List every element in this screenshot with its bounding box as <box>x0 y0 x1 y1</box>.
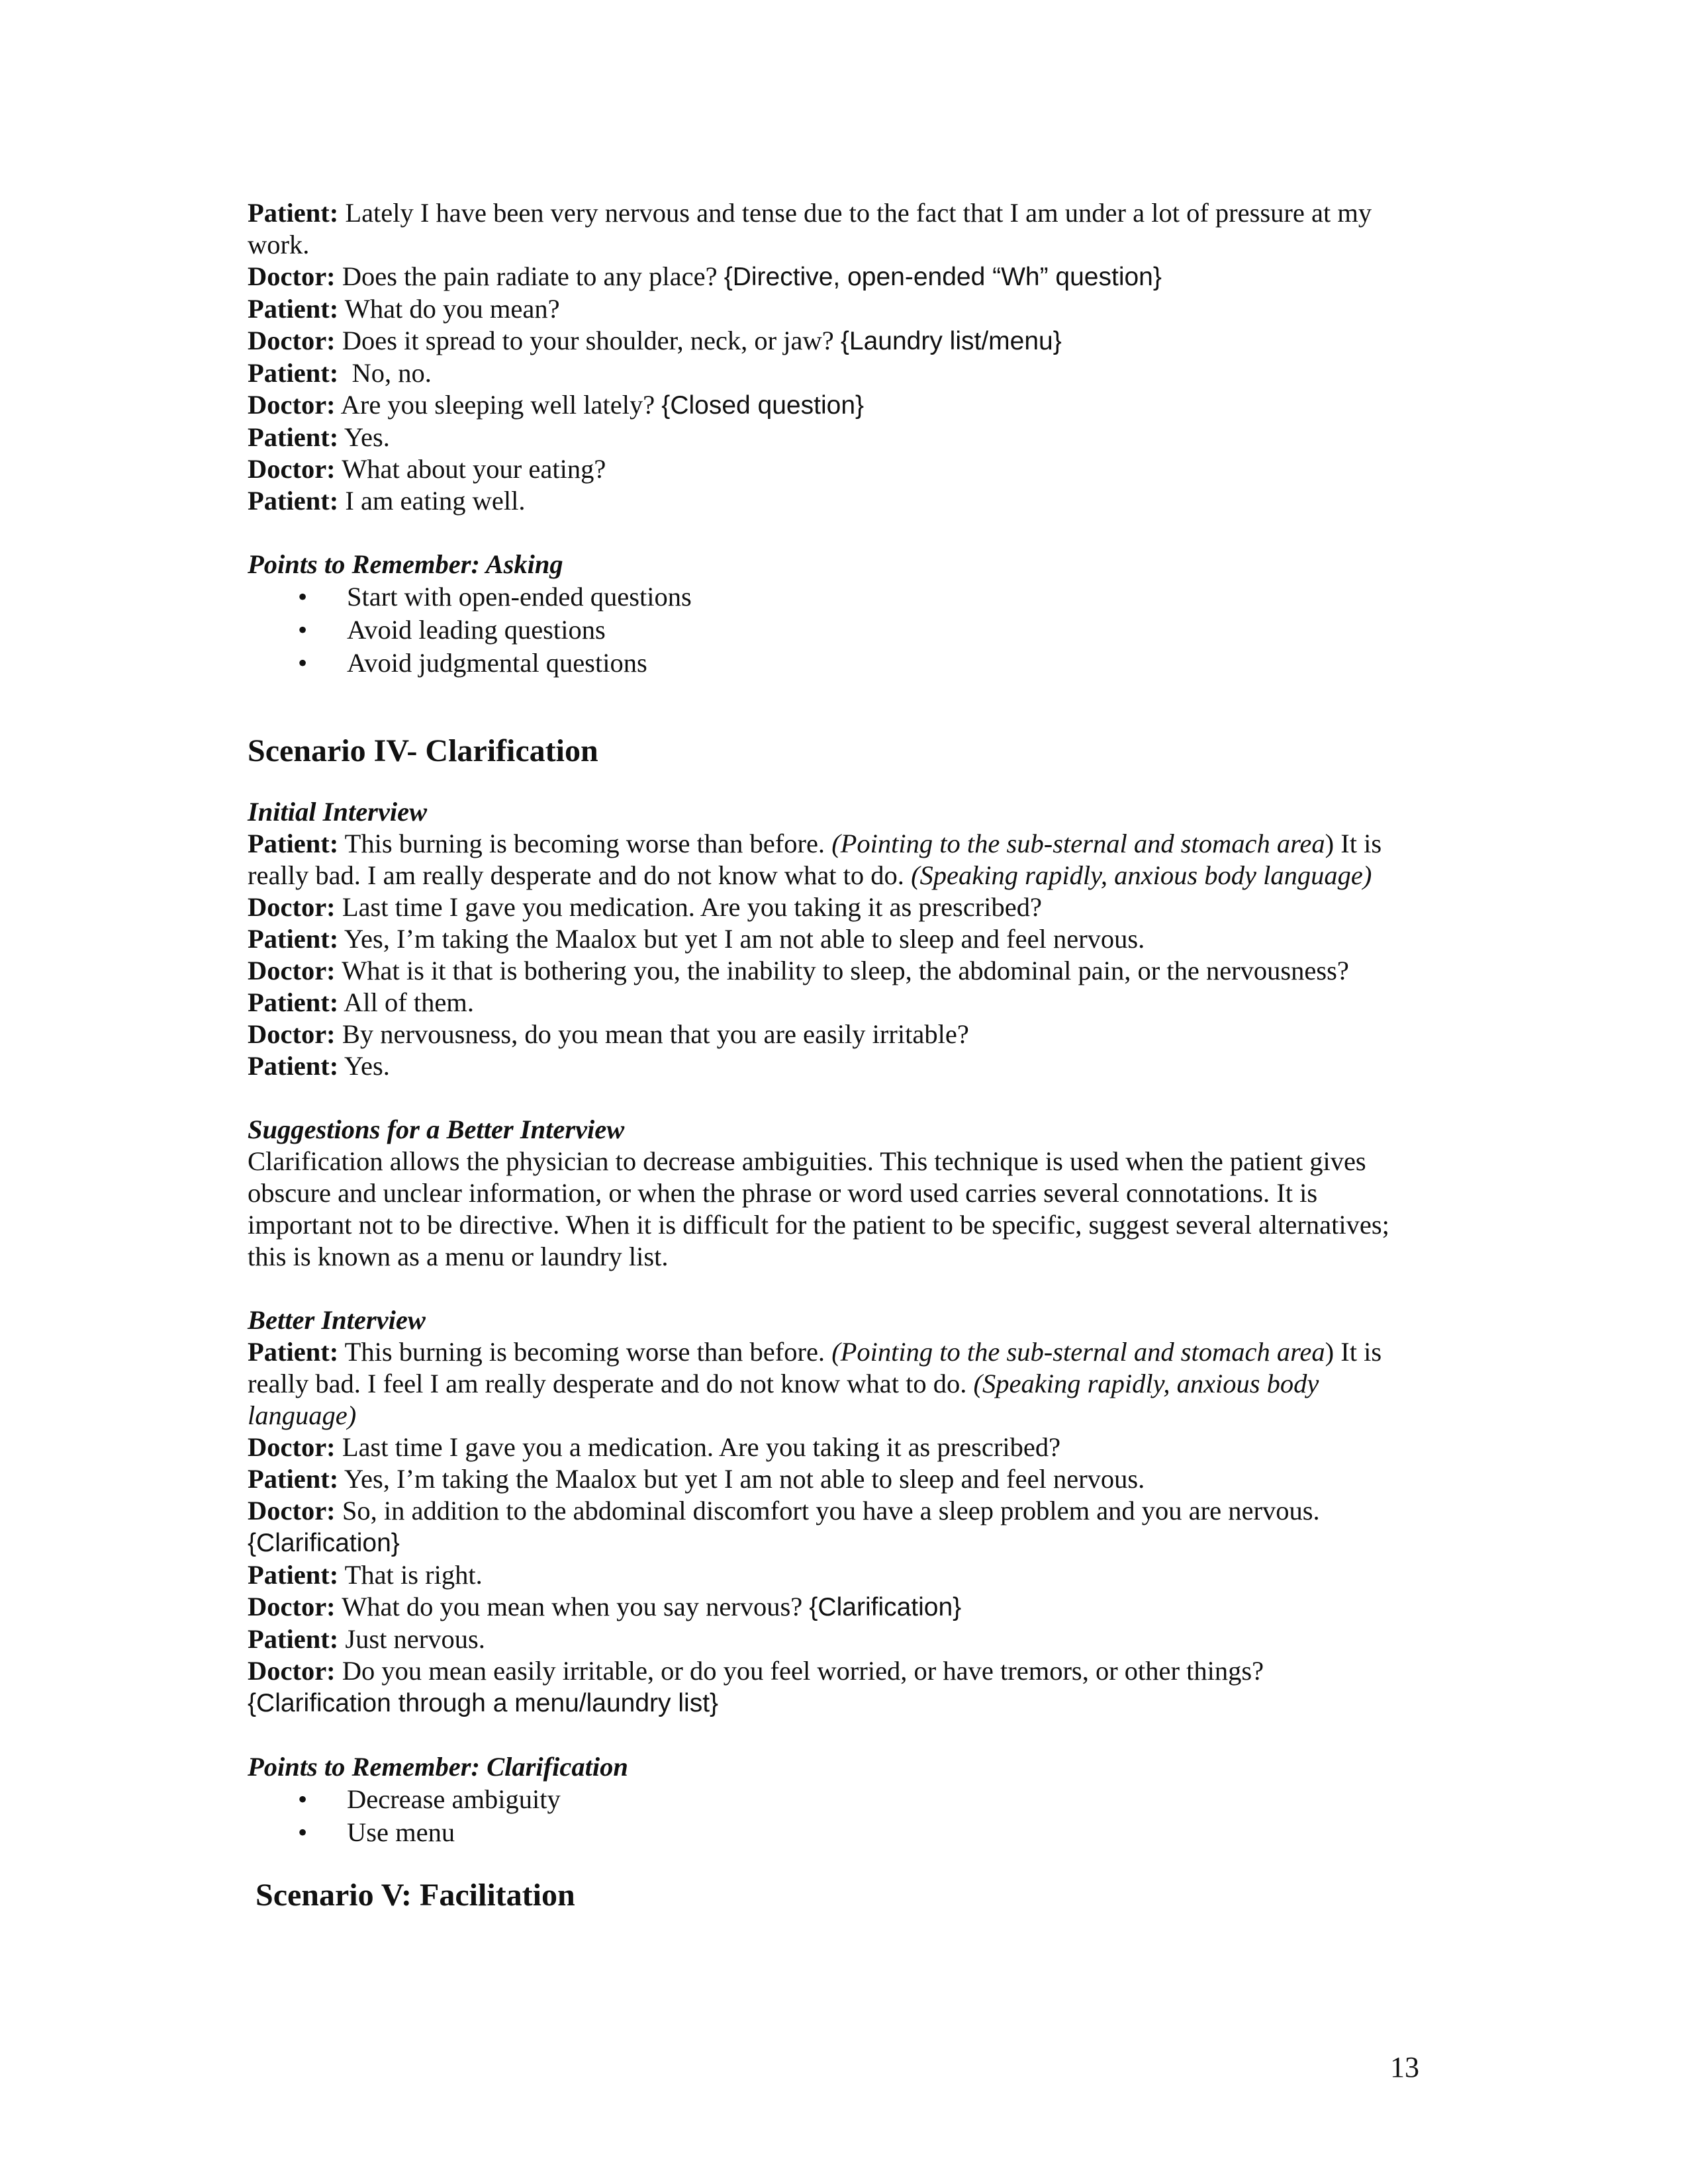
speaker-label: Patient: <box>248 294 339 324</box>
dialogue-line <box>248 325 1439 357</box>
initial-interview-dialogue <box>248 828 1439 1082</box>
utterance-text: Last time I gave you a medication. Are you taking it as prescribed? <box>335 1432 1061 1462</box>
bullet-text: Avoid leading questions <box>347 615 606 645</box>
bullet-item <box>248 1783 1439 1816</box>
dialogue-line <box>248 1527 1439 1559</box>
dialogue-line <box>248 1368 1439 1400</box>
utterance-text: Yes. <box>338 1051 390 1081</box>
stage-direction: (Speaking rapidly, anxious body <box>973 1369 1319 1398</box>
speaker-label: Patient: <box>248 1624 339 1654</box>
dialogue-line <box>248 891 1439 923</box>
bullet-item <box>248 580 1439 614</box>
dialogue-line <box>248 860 1439 891</box>
utterance-text: really bad. I feel I am really desperate and do not know what to do. <box>248 1369 974 1398</box>
utterance-text: Last time I gave you medication. Are you taking it as prescribed? <box>335 892 1042 922</box>
utterance-text: I am eating well. <box>338 486 526 516</box>
scenario-v-heading: Scenario V: Facilitation <box>256 1878 575 1913</box>
speaker-label: Patient: <box>248 1560 339 1590</box>
utterance-text: Does the pain radiate to any place? <box>335 261 724 291</box>
points-clarification-title: Points to Remember: Clarification <box>248 1752 628 1782</box>
stage-direction: (Pointing to the sub-sternal and stomach area <box>831 829 1325 858</box>
dialogue-line <box>248 1687 1439 1719</box>
utterance-text: ) It is <box>1325 829 1382 858</box>
speaker-label: Doctor: <box>248 892 336 922</box>
dialogue-line <box>248 389 1439 422</box>
speaker-label: Patient: <box>248 198 339 228</box>
page-number: 13 <box>1390 2051 1419 2083</box>
suggestions-title: Suggestions for a Better Interview <box>248 1115 625 1144</box>
bullet-icon: • <box>298 648 308 678</box>
speaker-label: Doctor: <box>248 1656 336 1686</box>
speaker-label: Doctor: <box>248 956 336 985</box>
points-asking-title: Points to Remember: Asking <box>248 549 563 579</box>
speaker-label: Patient: <box>248 1464 339 1494</box>
better-interview-dialogue <box>248 1336 1439 1719</box>
utterance-text: Yes. <box>338 422 390 452</box>
bullet-item <box>248 1816 1439 1849</box>
dialogue-line <box>248 923 1439 955</box>
better-interview-title: Better Interview <box>248 1305 426 1335</box>
speaker-label: Patient: <box>248 829 339 858</box>
dialogue-line <box>248 422 1439 453</box>
speaker-label: Patient: <box>248 987 339 1017</box>
stage-direction: language) <box>248 1400 357 1430</box>
dialogue-line <box>248 1495 1439 1527</box>
utterance-text: Do you mean easily irritable, or do you feel worried, or have tremors, or other things? <box>335 1656 1264 1686</box>
utterance-text: really bad. I am really desperate and do not know what to do. <box>248 860 912 890</box>
dialogue-line <box>248 1623 1439 1655</box>
scenario-iv-heading: Scenario IV- Clarification <box>248 733 598 768</box>
utterance-text: All of them. <box>338 987 474 1017</box>
dialogue-line <box>248 1463 1439 1495</box>
utterance-text: No, no. <box>338 358 432 388</box>
speaker-label: Patient: <box>248 358 339 388</box>
utterance-text: Yes, I’m taking the Maalox but yet I am not able to sleep and feel nervous. <box>338 1464 1145 1494</box>
speaker-label: Patient: <box>248 1337 339 1367</box>
utterance-text: Are you sleeping well lately? <box>335 390 662 420</box>
utterance-text: Just nervous. <box>338 1624 485 1654</box>
utterance-text: That is right. <box>338 1560 483 1590</box>
paragraph-line: this is known as a menu or laundry list. <box>248 1242 669 1271</box>
dialogue-line <box>248 955 1439 987</box>
bullet-icon: • <box>298 615 308 645</box>
speaker-label: Doctor: <box>248 1019 336 1049</box>
bullet-icon: • <box>298 1784 308 1814</box>
bullet-text: Decrease ambiguity <box>347 1784 561 1814</box>
suggestions-paragraph <box>248 1146 1439 1273</box>
speaker-label: Doctor: <box>248 326 336 355</box>
dialogue-line <box>248 1591 1439 1623</box>
dialogue-line <box>248 1019 1439 1050</box>
dialogue-line <box>248 1400 1439 1432</box>
bullet-text: Use menu <box>347 1817 455 1847</box>
utterance-text: What do you mean when you say nervous? <box>335 1592 810 1621</box>
technique-tag: {Clarification} <box>248 1529 400 1557</box>
speaker-label: Patient: <box>248 1051 339 1081</box>
dialogue-line <box>248 828 1439 860</box>
technique-tag: {Laundry list/menu} <box>840 327 1062 355</box>
utterance-text: ) It is <box>1325 1337 1382 1367</box>
speaker-label: Doctor: <box>248 1496 336 1525</box>
paragraph-line: important not to be directive. When it is difficult for the patient to be specific, suggest several alternatives; <box>248 1210 1389 1240</box>
dialogue-section <box>248 197 1439 517</box>
speaker-label: Patient: <box>248 924 339 954</box>
utterance-text: This burning is becoming worse than before. <box>338 829 832 858</box>
page-content <box>248 197 1439 1914</box>
dialogue-line <box>248 485 1439 517</box>
dialogue-line <box>248 229 1439 261</box>
technique-tag: {Clarification} <box>809 1593 962 1621</box>
bullet-icon: • <box>298 1817 308 1847</box>
dialogue-line <box>248 987 1439 1019</box>
dialogue-line <box>248 357 1439 389</box>
dialogue-line <box>248 293 1439 325</box>
bullet-icon: • <box>298 582 308 612</box>
bullet-text: Avoid judgmental questions <box>347 648 647 678</box>
utterance-text: What do you mean? <box>338 294 560 324</box>
speaker-label: Doctor: <box>248 454 336 484</box>
technique-tag: {Closed question} <box>661 391 865 420</box>
paragraph-line: Clarification allows the physician to decrease ambiguities. This technique is used when the patient gives <box>248 1146 1366 1176</box>
utterance-text: This burning is becoming worse than before. <box>338 1337 832 1367</box>
dialogue-line <box>248 1559 1439 1591</box>
technique-tag: {Clarification through a menu/laundry list} <box>248 1689 719 1717</box>
bullet-item <box>248 647 1439 680</box>
speaker-label: Doctor: <box>248 1432 336 1462</box>
utterance-text: So, in addition to the abdominal discomfort you have a sleep problem and you are nervous. <box>335 1496 1320 1525</box>
dialogue-line <box>248 1336 1439 1368</box>
dialogue-line <box>248 1432 1439 1463</box>
dialogue-line <box>248 1655 1439 1687</box>
utterance-text: By nervousness, do you mean that you are easily irritable? <box>335 1019 969 1049</box>
paragraph-line: obscure and unclear information, or when the phrase or word used carries several connotations. It is <box>248 1178 1318 1208</box>
initial-interview-title: Initial Interview <box>248 797 428 827</box>
utterance-text: work. <box>248 230 310 259</box>
dialogue-line <box>248 453 1439 485</box>
speaker-label: Doctor: <box>248 261 336 291</box>
stage-direction: (Speaking rapidly, anxious body language) <box>911 860 1372 890</box>
utterance-text: What about your eating? <box>335 454 606 484</box>
bullet-item <box>248 614 1439 647</box>
utterance-text: Yes, I’m taking the Maalox but yet I am not able to sleep and feel nervous. <box>338 924 1145 954</box>
dialogue-line <box>248 1050 1439 1082</box>
speaker-label: Doctor: <box>248 1592 336 1621</box>
dialogue-line <box>248 197 1439 229</box>
points-asking-list <box>248 580 1439 680</box>
speaker-label: Doctor: <box>248 390 336 420</box>
technique-tag: {Directive, open-ended “Wh” question} <box>724 263 1162 291</box>
bullet-text: Start with open-ended questions <box>347 582 692 612</box>
speaker-label: Patient: <box>248 422 339 452</box>
points-clarification-list <box>248 1783 1439 1849</box>
dialogue-line <box>248 261 1439 293</box>
stage-direction: (Pointing to the sub-sternal and stomach area <box>831 1337 1325 1367</box>
utterance-text: Lately I have been very nervous and tense due to the fact that I am under a lot of pressure at my <box>338 198 1372 228</box>
utterance-text: What is it that is bothering you, the inability to sleep, the abdominal pain, or the nervousness? <box>335 956 1349 985</box>
utterance-text: Does it spread to your shoulder, neck, or jaw? <box>335 326 841 355</box>
speaker-label: Patient: <box>248 486 339 516</box>
